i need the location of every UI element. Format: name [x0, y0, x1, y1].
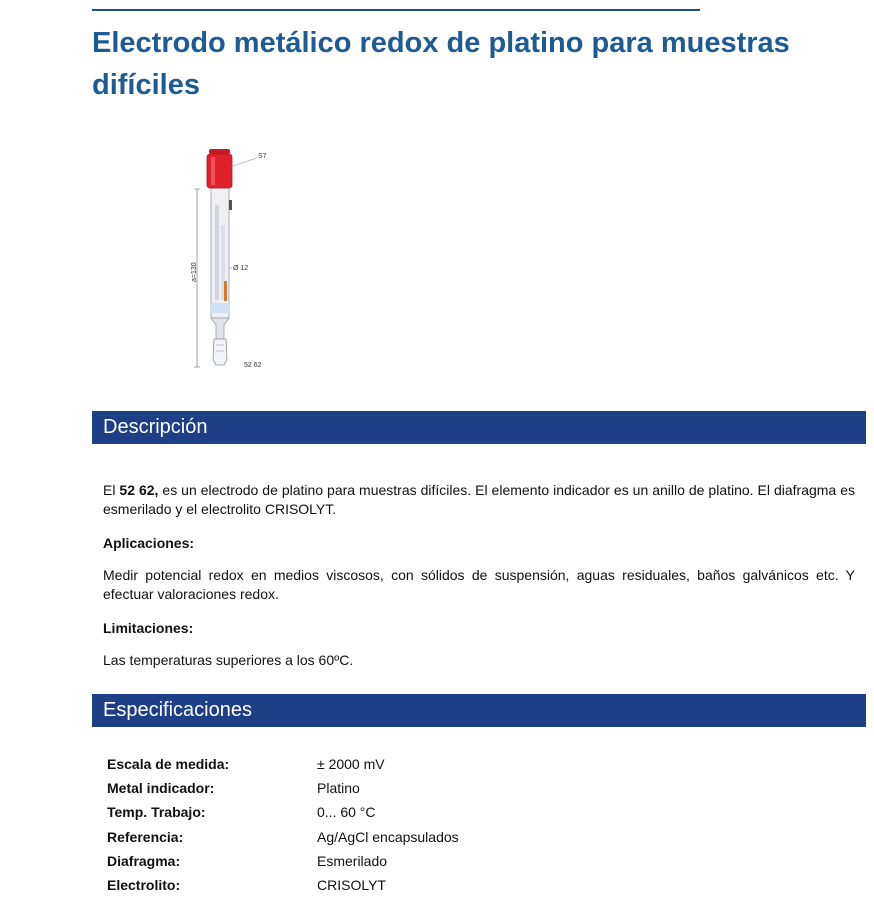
connector-cap — [207, 154, 232, 188]
specifications-table — [107, 752, 617, 897]
diameter-label: Ø 12 — [233, 265, 249, 272]
spec-row — [107, 800, 617, 824]
spec-key: Referencia: — [107, 828, 184, 845]
spec-value: CRISOLYT — [317, 877, 386, 894]
spec-value: Esmerilado — [317, 852, 388, 869]
connector-label: S7 — [258, 153, 267, 160]
description-paragraph: El 52 62, es un electrodo de platino para muestras difíciles. El elemento indicador es un anillo de platino. El diafragma es esmerilado y el electrolito CRISOLYT. — [103, 482, 855, 517]
spec-row — [107, 825, 617, 849]
spec-row — [107, 849, 617, 873]
model-number: 52 62, — [119, 482, 159, 498]
platinum-ring — [224, 281, 227, 301]
electrode-tip — [213, 339, 227, 365]
limitations-heading: Limitaciones: — [103, 620, 194, 636]
spec-row — [107, 752, 617, 776]
top-divider — [92, 9, 700, 11]
page-title: Electrodo metálico redox de platino para muestras difíciles — [92, 27, 790, 101]
description-header: Descripción — [92, 411, 866, 444]
specifications-header: Especificaciones — [92, 694, 866, 727]
model-label: 52 62 — [244, 362, 262, 369]
spec-value: Ag/AgCl encapsulados — [317, 828, 459, 845]
spec-key: Diafragma: — [107, 852, 181, 869]
spec-key: Metal indicador: — [107, 780, 215, 797]
spec-key: Escala de medida: — [107, 756, 230, 773]
spec-key: Temp. Trabajo: — [107, 804, 206, 821]
electrode-diagram — [180, 145, 290, 377]
spec-value: Platino — [317, 780, 360, 797]
limitations-text: Las temperaturas superiores a los 60ºC. — [103, 652, 354, 668]
applications-heading: Aplicaciones: — [103, 535, 195, 551]
applications-text: Medir potencial redox en medios viscosos, con sólidos de suspensión, aguas residuales, baños galvánicos etc. Y efectuar valoraciones redox. — [103, 567, 855, 602]
spec-value: 0... 60 °C — [317, 804, 376, 821]
spec-row — [107, 776, 617, 800]
spec-row — [107, 873, 617, 897]
spec-key: Electrolito: — [107, 877, 181, 894]
fill-port — [229, 200, 232, 210]
spec-value: ± 2000 mV — [317, 756, 385, 773]
length-label: a=130 — [191, 262, 198, 282]
